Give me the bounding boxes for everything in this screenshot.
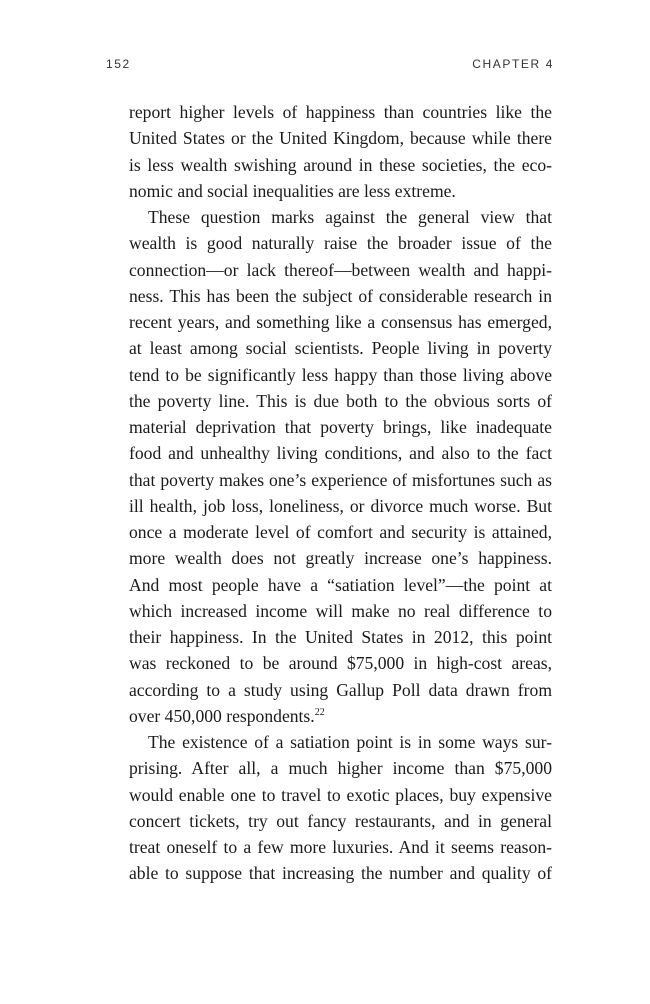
- text-line: The existence of a satiation point is in some ways sur-: [148, 732, 552, 752]
- text-line: that poverty makes one’s experience of misfortunes such as: [129, 469, 552, 490]
- text-line: treat oneself to a few more luxuries. And it seems reason-: [129, 837, 552, 857]
- text-line: connection—or lack thereof—between wealth and happi-: [129, 259, 552, 280]
- running-head: [106, 57, 554, 75]
- text-line: would enable one to travel to exotic places, buy expensive: [129, 784, 552, 805]
- text-line: And most people have a “satiation level”—the point at: [129, 574, 552, 595]
- text-line: prising. After all, a much higher income than $75,000: [129, 758, 552, 779]
- text-line: more wealth does not greatly increase one’s happiness.: [129, 548, 552, 569]
- text-line: able to suppose that increasing the number and quality of: [129, 863, 552, 884]
- page-number: 152: [106, 57, 131, 71]
- body-text: [129, 99, 552, 887]
- footnote-reference[interactable]: 22: [314, 706, 325, 718]
- text-line: ill health, job loss, loneliness, or divorce much worse. But: [129, 495, 552, 516]
- text-line: material deprivation that poverty brings, like inadequate: [129, 417, 552, 437]
- text-line: food and unhealthy living conditions, and also to the fact: [129, 443, 552, 464]
- chapter-title: CHAPTER 4: [472, 57, 554, 71]
- text-line: report higher levels of happiness than countries like the: [129, 102, 552, 122]
- text-line: ness. This has been the subject of considerable research in: [129, 285, 552, 306]
- text-line: tend to be significantly less happy than those living above: [129, 364, 552, 385]
- text-line: which increased income will make no real difference to: [129, 600, 552, 621]
- text-line: wealth is good naturally raise the broader issue of the: [129, 233, 552, 254]
- text-line: recent years, and something like a consensus has emerged,: [129, 312, 552, 332]
- text-line: was reckoned to be around $75,000 in high-cost areas,: [129, 653, 552, 674]
- text-line: once a moderate level of comfort and security is attained,: [129, 522, 552, 542]
- text-line: United States or the United Kingdom, because while there: [129, 128, 552, 149]
- text-line: is less wealth swishing around in these societies, the eco-: [129, 154, 552, 175]
- text-line: over 450,000 respondents.: [129, 705, 315, 726]
- text-line: the poverty line. This is due both to the obvious sorts of: [129, 390, 552, 411]
- text-line: These question marks against the general view that: [148, 207, 552, 227]
- text-line: concert tickets, try out fancy restaurants, and in general: [129, 810, 552, 831]
- text-line-with-footnote: [129, 703, 552, 729]
- text-line: nomic and social inequalities are less extreme.: [129, 180, 456, 201]
- text-line: at least among social scientists. People living in poverty: [129, 338, 552, 359]
- text-line: according to a study using Gallup Poll data drawn from: [129, 679, 552, 700]
- text-line: their happiness. In the United States in 2012, this point: [129, 627, 552, 647]
